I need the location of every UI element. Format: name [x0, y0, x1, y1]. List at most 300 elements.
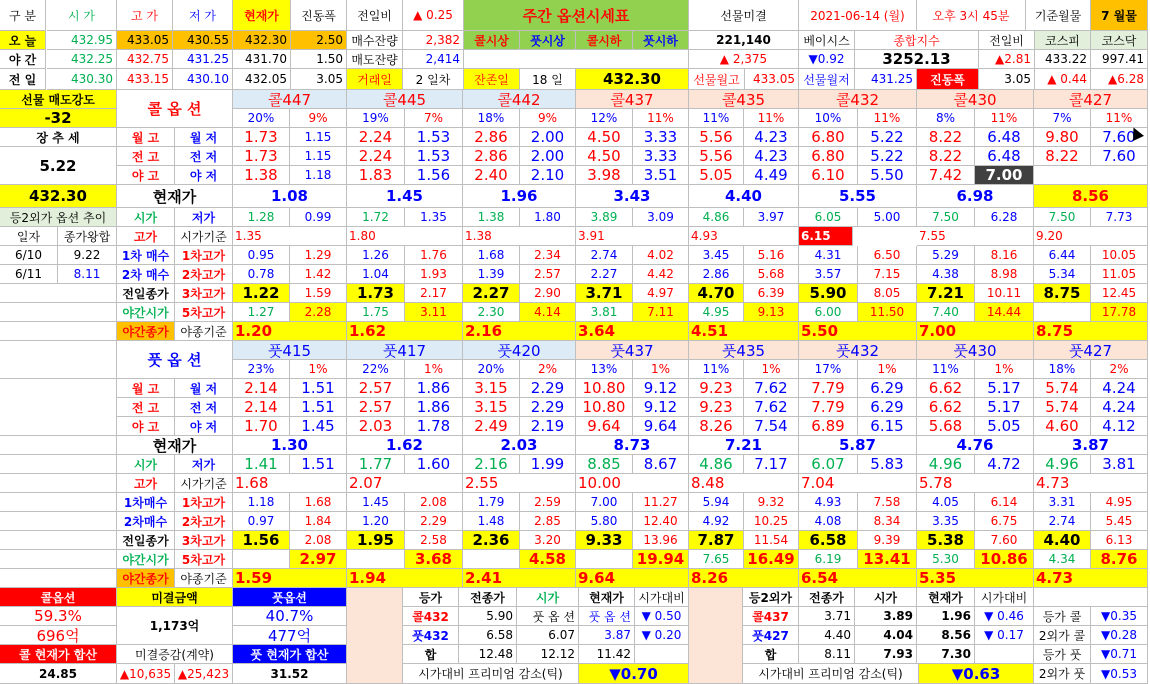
sheet-cell[interactable]	[175, 265, 233, 284]
sheet-cell[interactable]	[579, 626, 635, 645]
sheet-cell[interactable]	[175, 417, 233, 436]
sheet-cell[interactable]	[689, 512, 744, 531]
sheet-cell[interactable]	[290, 303, 347, 322]
sheet-cell[interactable]	[117, 227, 175, 246]
sheet-cell[interactable]	[1034, 493, 1091, 512]
sheet-cell[interactable]	[175, 379, 233, 398]
sheet-cell[interactable]	[347, 322, 463, 341]
sheet-cell[interactable]	[917, 284, 975, 303]
sheet-cell[interactable]	[347, 90, 463, 109]
sheet-cell[interactable]	[744, 455, 799, 474]
sheet-cell[interactable]	[917, 550, 975, 569]
sheet-cell[interactable]	[689, 284, 744, 303]
sheet-cell[interactable]	[975, 147, 1034, 166]
sheet-cell[interactable]	[689, 50, 799, 69]
sheet-cell[interactable]	[917, 474, 1034, 493]
sheet-cell[interactable]	[58, 227, 117, 246]
sheet-cell[interactable]	[1034, 607, 1091, 626]
sheet-cell[interactable]	[744, 109, 799, 128]
sheet-cell[interactable]	[855, 607, 917, 626]
sheet-cell[interactable]	[1091, 69, 1148, 90]
sheet-cell[interactable]	[58, 265, 117, 284]
sheet-cell[interactable]	[799, 90, 917, 109]
sheet-cell[interactable]	[1091, 626, 1148, 645]
sheet-cell[interactable]	[405, 303, 463, 322]
sheet-cell[interactable]	[576, 379, 633, 398]
sheet-cell[interactable]	[689, 379, 744, 398]
sheet-cell[interactable]	[1034, 147, 1091, 166]
sheet-cell[interactable]	[917, 69, 979, 90]
sheet-cell[interactable]	[1034, 208, 1091, 227]
sheet-cell[interactable]	[290, 166, 347, 185]
sheet-cell[interactable]	[1034, 455, 1091, 474]
sheet-cell[interactable]	[858, 360, 917, 379]
sheet-cell[interactable]	[975, 128, 1034, 147]
sheet-cell[interactable]	[464, 31, 520, 50]
sheet-cell[interactable]	[576, 398, 633, 417]
sheet-cell[interactable]	[1034, 379, 1091, 398]
sheet-cell[interactable]	[917, 588, 975, 607]
sheet-cell[interactable]	[233, 341, 347, 360]
sheet-cell[interactable]	[1034, 246, 1091, 265]
sheet-cell[interactable]	[233, 185, 347, 208]
sheet-cell[interactable]	[799, 322, 917, 341]
sheet-cell[interactable]	[1091, 455, 1148, 474]
sheet-cell[interactable]	[463, 379, 520, 398]
sheet-cell[interactable]	[576, 531, 633, 550]
sheet-cell[interactable]	[403, 31, 464, 50]
sheet-cell[interactable]	[0, 208, 117, 227]
sheet-cell[interactable]	[858, 550, 917, 569]
sheet-cell[interactable]	[858, 109, 917, 128]
sheet-cell[interactable]	[917, 166, 975, 185]
sheet-cell[interactable]	[975, 379, 1034, 398]
sheet-cell[interactable]	[0, 626, 117, 645]
sheet-cell[interactable]	[744, 360, 799, 379]
sheet-cell[interactable]	[1034, 626, 1091, 645]
sheet-cell[interactable]	[233, 50, 291, 69]
sheet-cell[interactable]	[47, 0, 117, 31]
sheet-cell[interactable]	[233, 265, 290, 284]
sheet-cell[interactable]	[633, 550, 689, 569]
sheet-cell[interactable]	[799, 166, 858, 185]
sheet-cell[interactable]	[463, 322, 576, 341]
sheet-cell[interactable]	[1091, 265, 1148, 284]
sheet-cell[interactable]	[117, 417, 175, 436]
sheet-cell[interactable]	[917, 531, 975, 550]
sheet-cell[interactable]	[633, 284, 689, 303]
sheet-cell[interactable]	[117, 569, 175, 588]
sheet-cell[interactable]	[347, 379, 405, 398]
sheet-cell[interactable]	[689, 265, 744, 284]
sheet-cell[interactable]	[290, 531, 347, 550]
sheet-cell[interactable]	[175, 455, 233, 474]
sheet-cell[interactable]	[520, 398, 576, 417]
sheet-cell[interactable]	[233, 626, 347, 645]
sheet-cell[interactable]	[1034, 569, 1148, 588]
sheet-cell[interactable]	[799, 417, 858, 436]
sheet-cell[interactable]	[799, 607, 855, 626]
sheet-cell[interactable]	[917, 569, 1034, 588]
sheet-cell[interactable]	[0, 128, 117, 147]
sheet-cell[interactable]	[633, 109, 689, 128]
sheet-cell[interactable]	[233, 128, 290, 147]
sheet-cell[interactable]	[290, 360, 347, 379]
sheet-cell[interactable]	[520, 284, 576, 303]
sheet-cell[interactable]	[291, 31, 347, 50]
sheet-cell[interactable]	[520, 147, 576, 166]
sheet-cell[interactable]	[117, 246, 175, 265]
sheet-cell[interactable]	[689, 246, 744, 265]
sheet-cell[interactable]	[799, 303, 858, 322]
sheet-cell[interactable]	[633, 303, 689, 322]
sheet-cell[interactable]	[347, 31, 403, 50]
sheet-cell[interactable]	[463, 284, 520, 303]
empty-cell[interactable]	[0, 569, 117, 588]
empty-cell[interactable]	[1034, 303, 1091, 322]
sheet-cell[interactable]	[403, 626, 459, 645]
sheet-cell[interactable]	[347, 227, 463, 246]
sheet-cell[interactable]	[744, 398, 799, 417]
sheet-cell[interactable]	[1034, 341, 1148, 360]
sheet-cell[interactable]	[233, 322, 347, 341]
empty-cell[interactable]	[0, 550, 117, 569]
sheet-cell[interactable]	[635, 626, 689, 645]
sheet-cell[interactable]	[1034, 417, 1091, 436]
sheet-cell[interactable]	[799, 284, 858, 303]
sheet-cell[interactable]	[233, 569, 347, 588]
sheet-cell[interactable]	[576, 341, 689, 360]
sheet-cell[interactable]	[917, 645, 975, 664]
sheet-cell[interactable]	[347, 185, 463, 208]
sheet-cell[interactable]	[463, 246, 520, 265]
sheet-cell[interactable]	[799, 360, 858, 379]
sheet-cell[interactable]	[463, 512, 520, 531]
sheet-cell[interactable]	[1034, 550, 1091, 569]
sheet-cell[interactable]	[689, 322, 799, 341]
sheet-cell[interactable]	[520, 531, 576, 550]
sheet-cell[interactable]	[576, 90, 689, 109]
sheet-cell[interactable]	[520, 512, 576, 531]
sheet-cell[interactable]	[347, 360, 405, 379]
sheet-cell[interactable]	[347, 512, 405, 531]
sheet-cell[interactable]	[173, 0, 233, 31]
sheet-cell[interactable]	[689, 128, 744, 147]
sheet-cell[interactable]	[689, 455, 744, 474]
sheet-cell[interactable]	[347, 303, 405, 322]
sheet-cell[interactable]	[576, 493, 633, 512]
sheet-cell[interactable]	[858, 493, 917, 512]
sheet-cell[interactable]	[405, 360, 463, 379]
sheet-cell[interactable]	[1091, 398, 1148, 417]
sheet-cell[interactable]	[0, 664, 117, 684]
sheet-cell[interactable]	[117, 50, 173, 69]
sheet-cell[interactable]	[1034, 645, 1091, 664]
sheet-cell[interactable]	[405, 550, 463, 569]
empty-cell[interactable]	[0, 455, 117, 474]
sheet-cell[interactable]	[233, 0, 291, 31]
sheet-cell[interactable]	[233, 109, 290, 128]
empty-cell[interactable]	[0, 493, 117, 512]
sheet-cell[interactable]	[290, 455, 347, 474]
sheet-cell[interactable]	[405, 166, 463, 185]
sheet-cell[interactable]	[576, 455, 633, 474]
sheet-cell[interactable]	[233, 645, 347, 664]
sheet-cell[interactable]	[463, 531, 520, 550]
sheet-cell[interactable]	[576, 185, 689, 208]
sheet-cell[interactable]	[917, 417, 975, 436]
sheet-cell[interactable]	[117, 493, 175, 512]
sheet-cell[interactable]	[405, 493, 463, 512]
sheet-cell[interactable]	[0, 31, 46, 50]
sheet-cell[interactable]	[233, 90, 347, 109]
sheet-cell[interactable]	[290, 398, 347, 417]
sheet-cell[interactable]	[403, 607, 459, 626]
sheet-cell[interactable]	[463, 208, 520, 227]
sheet-cell[interactable]	[1091, 109, 1148, 128]
sheet-cell[interactable]	[0, 246, 58, 265]
sheet-cell[interactable]	[290, 128, 347, 147]
sheet-cell[interactable]	[689, 474, 799, 493]
sheet-cell[interactable]	[744, 379, 799, 398]
sheet-cell[interactable]	[405, 128, 463, 147]
empty-cell[interactable]	[0, 531, 117, 550]
sheet-cell[interactable]	[233, 455, 290, 474]
sheet-cell[interactable]	[233, 227, 347, 246]
sheet-cell[interactable]	[799, 588, 855, 607]
sheet-cell[interactable]	[799, 246, 858, 265]
sheet-cell[interactable]	[1091, 50, 1148, 69]
sheet-cell[interactable]	[405, 379, 463, 398]
sheet-cell[interactable]	[0, 227, 58, 246]
sheet-cell[interactable]	[117, 208, 175, 227]
sheet-cell[interactable]	[576, 303, 633, 322]
sheet-cell[interactable]	[233, 474, 347, 493]
sheet-cell[interactable]	[855, 626, 917, 645]
sheet-cell[interactable]	[0, 90, 117, 109]
sheet-cell[interactable]	[290, 208, 347, 227]
sheet-cell[interactable]	[233, 360, 290, 379]
sheet-cell[interactable]	[799, 265, 858, 284]
sheet-cell[interactable]	[633, 417, 689, 436]
sheet-cell[interactable]	[1091, 493, 1148, 512]
sheet-cell[interactable]	[290, 147, 347, 166]
sheet-cell[interactable]	[403, 0, 464, 31]
empty-cell[interactable]	[0, 303, 117, 322]
sheet-cell[interactable]	[743, 588, 799, 607]
sheet-cell[interactable]	[233, 147, 290, 166]
sheet-cell[interactable]	[175, 128, 233, 147]
sheet-cell[interactable]	[975, 531, 1034, 550]
sheet-cell[interactable]	[520, 166, 576, 185]
sheet-cell[interactable]	[405, 208, 463, 227]
sheet-cell[interactable]	[799, 50, 855, 69]
sheet-cell[interactable]	[47, 69, 117, 90]
sheet-cell[interactable]	[917, 379, 975, 398]
sheet-cell[interactable]	[744, 284, 799, 303]
sheet-cell[interactable]	[1091, 147, 1148, 166]
sheet-cell[interactable]	[233, 166, 290, 185]
empty-cell[interactable]	[635, 645, 689, 664]
sheet-cell[interactable]	[858, 455, 917, 474]
sheet-cell[interactable]	[1034, 322, 1148, 341]
sheet-cell[interactable]	[919, 664, 1034, 684]
sheet-cell[interactable]	[917, 303, 975, 322]
sheet-cell[interactable]	[403, 664, 579, 684]
sheet-cell[interactable]	[175, 474, 233, 493]
empty-cell[interactable]	[0, 322, 117, 341]
sheet-cell[interactable]	[463, 455, 520, 474]
sheet-cell[interactable]	[117, 185, 233, 208]
sheet-cell[interactable]	[917, 147, 975, 166]
sheet-cell[interactable]	[689, 531, 744, 550]
sheet-cell[interactable]	[855, 645, 917, 664]
sheet-cell[interactable]	[917, 246, 975, 265]
sheet-cell[interactable]	[689, 166, 744, 185]
sheet-cell[interactable]	[689, 417, 744, 436]
sheet-cell[interactable]	[117, 303, 175, 322]
sheet-cell[interactable]	[463, 303, 520, 322]
sheet-cell[interactable]	[520, 265, 576, 284]
sheet-cell[interactable]	[464, 0, 689, 31]
sheet-cell[interactable]	[576, 436, 689, 455]
sheet-cell[interactable]	[290, 512, 347, 531]
sheet-cell[interactable]	[689, 208, 744, 227]
sheet-cell[interactable]	[520, 379, 576, 398]
sheet-cell[interactable]	[917, 455, 975, 474]
sheet-cell[interactable]	[975, 398, 1034, 417]
sheet-cell[interactable]	[917, 493, 975, 512]
sheet-cell[interactable]	[1091, 303, 1148, 322]
sheet-cell[interactable]	[463, 436, 576, 455]
sheet-cell[interactable]	[975, 265, 1034, 284]
sheet-cell[interactable]	[117, 341, 233, 379]
sheet-cell[interactable]	[347, 265, 405, 284]
sheet-cell[interactable]	[635, 607, 689, 626]
sheet-cell[interactable]	[635, 588, 689, 607]
sheet-cell[interactable]	[0, 607, 117, 626]
sheet-cell[interactable]	[917, 607, 975, 626]
empty-cell[interactable]	[463, 550, 520, 569]
sheet-cell[interactable]	[633, 398, 689, 417]
sheet-cell[interactable]	[233, 664, 347, 684]
sheet-cell[interactable]	[689, 31, 799, 50]
sheet-cell[interactable]	[975, 550, 1034, 569]
sheet-cell[interactable]	[405, 147, 463, 166]
sheet-cell[interactable]	[0, 185, 117, 208]
sheet-cell[interactable]	[117, 664, 175, 684]
sheet-cell[interactable]	[744, 265, 799, 284]
sheet-cell[interactable]	[290, 417, 347, 436]
sheet-cell[interactable]	[233, 588, 347, 607]
sheet-cell[interactable]	[917, 322, 1034, 341]
sheet-cell[interactable]	[744, 166, 799, 185]
sheet-cell[interactable]	[463, 341, 576, 360]
sheet-cell[interactable]	[1091, 531, 1148, 550]
sheet-cell[interactable]	[576, 360, 633, 379]
sheet-cell[interactable]	[405, 455, 463, 474]
sheet-cell[interactable]	[799, 227, 853, 246]
sheet-cell[interactable]	[744, 531, 799, 550]
sheet-cell[interactable]	[233, 69, 291, 90]
sheet-cell[interactable]	[1091, 0, 1148, 31]
sheet-cell[interactable]	[347, 50, 403, 69]
sheet-cell[interactable]	[917, 626, 975, 645]
sheet-cell[interactable]	[744, 303, 799, 322]
sheet-cell[interactable]	[917, 360, 975, 379]
sheet-cell[interactable]	[917, 265, 975, 284]
sheet-cell[interactable]	[175, 147, 233, 166]
sheet-cell[interactable]	[975, 417, 1034, 436]
sheet-cell[interactable]	[799, 398, 858, 417]
sheet-cell[interactable]	[799, 128, 858, 147]
sheet-cell[interactable]	[576, 284, 633, 303]
sheet-cell[interactable]	[459, 626, 517, 645]
sheet-cell[interactable]	[517, 588, 579, 607]
sheet-cell[interactable]	[117, 512, 175, 531]
sheet-cell[interactable]	[233, 303, 290, 322]
sheet-cell[interactable]	[520, 128, 576, 147]
sheet-cell[interactable]	[1091, 645, 1148, 664]
sheet-cell[interactable]	[1034, 531, 1091, 550]
sheet-cell[interactable]	[689, 69, 745, 90]
sheet-cell[interactable]	[117, 265, 175, 284]
sheet-cell[interactable]	[117, 69, 173, 90]
empty-cell[interactable]	[0, 284, 117, 303]
sheet-cell[interactable]	[1035, 69, 1091, 90]
sheet-cell[interactable]	[405, 398, 463, 417]
sheet-cell[interactable]	[175, 284, 233, 303]
sheet-cell[interactable]	[117, 166, 175, 185]
sheet-cell[interactable]	[975, 284, 1034, 303]
sheet-cell[interactable]	[1035, 31, 1091, 50]
sheet-cell[interactable]	[1091, 417, 1148, 436]
sheet-cell[interactable]	[744, 147, 799, 166]
sheet-cell[interactable]	[1091, 208, 1148, 227]
sheet-cell[interactable]	[291, 50, 347, 69]
sheet-cell[interactable]	[175, 303, 233, 322]
sheet-cell[interactable]	[579, 588, 635, 607]
sheet-cell[interactable]	[347, 166, 405, 185]
sheet-cell[interactable]	[347, 128, 405, 147]
sheet-cell[interactable]	[975, 360, 1034, 379]
sheet-cell[interactable]	[1034, 284, 1091, 303]
sheet-cell[interactable]	[744, 493, 799, 512]
sheet-cell[interactable]	[858, 379, 917, 398]
sheet-cell[interactable]	[743, 645, 799, 664]
sheet-cell[interactable]	[347, 109, 405, 128]
sheet-cell[interactable]	[117, 128, 175, 147]
sheet-cell[interactable]	[175, 512, 233, 531]
sheet-cell[interactable]	[463, 265, 520, 284]
sheet-cell[interactable]	[689, 90, 799, 109]
sheet-cell[interactable]	[743, 607, 799, 626]
sheet-cell[interactable]	[347, 474, 463, 493]
sheet-cell[interactable]	[233, 398, 290, 417]
sheet-cell[interactable]	[975, 626, 1034, 645]
sheet-cell[interactable]	[579, 664, 689, 684]
sheet-cell[interactable]	[520, 417, 576, 436]
sheet-cell[interactable]	[233, 246, 290, 265]
sheet-cell[interactable]	[1034, 185, 1148, 208]
sheet-cell[interactable]	[520, 208, 576, 227]
sheet-cell[interactable]	[576, 512, 633, 531]
sheet-cell[interactable]	[290, 109, 347, 128]
sheet-cell[interactable]	[117, 90, 233, 128]
sheet-cell[interactable]	[1034, 512, 1091, 531]
empty-cell[interactable]	[975, 645, 1034, 664]
sheet-cell[interactable]	[1034, 588, 1148, 607]
